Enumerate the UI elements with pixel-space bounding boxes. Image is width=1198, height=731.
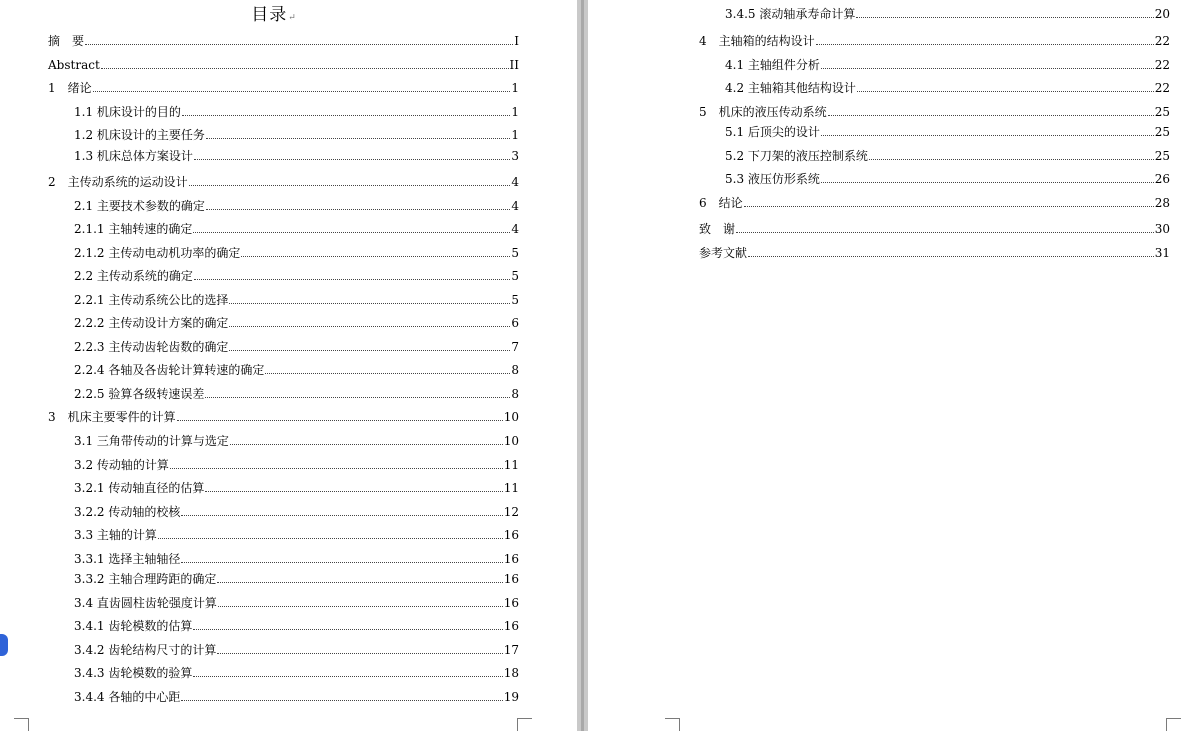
toc-entry-2-2[interactable] (74, 267, 519, 285)
toc-entry-label: 4 主轴箱的结构设计 (699, 34, 815, 48)
dot-leader (181, 514, 502, 516)
toc-entry-label: 3.2.2 传动轴的校核 (74, 505, 181, 519)
toc-entry-page: 8 (511, 363, 519, 377)
toc-entry-abstract-cn[interactable] (48, 32, 519, 50)
dot-leader (193, 628, 502, 630)
toc-entry-label: 2.1 主要技术参数的确定 (74, 199, 205, 213)
toc-entry-label: 2.2.4 各轴及各齿轮计算转速的确定 (74, 363, 265, 377)
page-corner-mark (517, 718, 532, 731)
page-right (588, 0, 1198, 731)
toc-entry-page: 1 (511, 128, 519, 142)
dot-leader (182, 114, 510, 116)
toc-entry-4-1[interactable] (725, 56, 1170, 74)
toc-entry-3-4-3[interactable] (74, 664, 519, 682)
toc-entry-page: 6 (511, 316, 519, 330)
toc-entry-4[interactable] (699, 32, 1170, 50)
toc-entry-label: 3.1 三角带传动的计算与选定 (74, 434, 229, 448)
toc-entry-label: 4.2 主轴箱其他结构设计 (725, 81, 856, 95)
side-panel-tab[interactable] (0, 634, 8, 656)
dot-leader (821, 67, 1154, 69)
toc-entry-label: 2.2 主传动系统的确定 (74, 269, 193, 283)
toc-entry-2-1[interactable] (74, 197, 519, 215)
paragraph-mark-icon: ↵ (288, 13, 297, 23)
toc-entry-3-3-1[interactable] (74, 550, 519, 568)
toc-entry-label: 3.2 传动轴的计算 (74, 458, 169, 472)
dot-leader (158, 537, 503, 539)
dot-leader (189, 184, 511, 186)
toc-entry-label: Abstract (48, 58, 100, 72)
toc-entry-2[interactable] (48, 173, 519, 191)
toc-title: 目录↵ (251, 5, 297, 25)
toc-entry-3[interactable] (48, 408, 519, 426)
toc-entry-label: 5.1 后顶尖的设计 (725, 125, 820, 139)
toc-entry-5[interactable] (699, 103, 1170, 121)
dot-leader (93, 90, 511, 92)
toc-entry-page: 8 (511, 387, 519, 401)
toc-entry-page: 22 (1154, 34, 1170, 48)
toc-entry-page: 5 (511, 293, 519, 307)
toc-entry-3-2[interactable] (74, 456, 519, 474)
toc-entry-page: 3 (511, 149, 519, 163)
toc-entry-label: 3.4.5 滚动轴承寿命计算 (725, 7, 856, 21)
toc-entry-page: 26 (1154, 172, 1170, 186)
toc-entry-acknowledgement[interactable] (699, 220, 1170, 238)
dot-leader (170, 467, 503, 469)
dot-leader (85, 43, 513, 45)
toc-entry-page: 30 (1154, 222, 1170, 236)
toc-entry-6[interactable] (699, 194, 1170, 212)
toc-entry-1[interactable] (48, 79, 519, 97)
toc-entry-page: 16 (503, 572, 519, 586)
toc-entry-3-4[interactable] (74, 594, 519, 612)
toc-entry-page: 19 (503, 690, 519, 704)
toc-entry-2-2-5[interactable] (74, 385, 519, 403)
toc-entry-2-1-2[interactable] (74, 244, 519, 262)
toc-entry-label: 2.2.3 主传动齿轮齿数的确定 (74, 340, 229, 354)
toc-entry-page: 16 (503, 619, 519, 633)
toc-entry-page: 25 (1154, 149, 1170, 163)
dot-leader (821, 181, 1154, 183)
dot-leader (229, 349, 510, 351)
toc-entry-label: 致 谢 (699, 222, 736, 236)
toc-entry-4-2[interactable] (725, 79, 1170, 97)
toc-entry-3-3[interactable] (74, 526, 519, 544)
toc-entry-3-4-5[interactable] (725, 5, 1170, 23)
dot-leader (229, 325, 510, 327)
dot-leader (821, 134, 1154, 136)
toc-entry-1-1[interactable] (74, 103, 519, 121)
dot-leader (194, 278, 510, 280)
toc-entry-abstract-en[interactable] (48, 56, 519, 74)
toc-entry-page: 10 (503, 410, 519, 424)
toc-entry-label: 3.3 主轴的计算 (74, 528, 157, 542)
dot-leader (229, 302, 510, 304)
toc-entry-3-4-2[interactable] (74, 641, 519, 659)
toc-entry-page: 16 (503, 596, 519, 610)
toc-entry-label: 3.4.2 齿轮结构尺寸的计算 (74, 643, 217, 657)
toc-entry-page: 25 (1154, 105, 1170, 119)
toc-entry-label: 参考文献 (699, 246, 748, 260)
toc-entry-page: 12 (503, 505, 519, 519)
dot-leader (217, 652, 502, 654)
dot-leader (217, 581, 502, 583)
page-divider (581, 0, 584, 731)
toc-entry-page: 31 (1154, 246, 1170, 260)
toc-entry-page: 25 (1154, 125, 1170, 139)
toc-entry-page: 16 (503, 528, 519, 542)
toc-entry-page: 22 (1154, 81, 1170, 95)
dot-leader (828, 114, 1154, 116)
toc-entry-label: 1.2 机床设计的主要任务 (74, 128, 205, 142)
toc-entry-label: 3 机床主要零件的计算 (48, 410, 176, 424)
dot-leader (206, 208, 510, 210)
toc-entry-label: 3.4.3 齿轮模数的验算 (74, 666, 193, 680)
toc-entry-page: 18 (503, 666, 519, 680)
toc-entry-page: 17 (503, 643, 519, 657)
toc-entry-page: 28 (1154, 196, 1170, 210)
toc-entry-5-3[interactable] (725, 170, 1170, 188)
toc-entry-3-2-1[interactable] (74, 479, 519, 497)
toc-entry-2-2-3[interactable] (74, 338, 519, 356)
toc-entry-page: 10 (503, 434, 519, 448)
toc-entry-label: 3.3.1 选择主轴轴径 (74, 552, 181, 566)
toc-entry-label: 2.2.1 主传动系统公比的选择 (74, 293, 229, 307)
dot-leader (206, 137, 510, 139)
dot-leader (869, 158, 1154, 160)
dot-leader (218, 605, 503, 607)
toc-entry-label: 1.1 机床设计的目的 (74, 105, 181, 119)
dot-leader (265, 372, 510, 374)
dot-leader (181, 699, 502, 701)
dot-leader (748, 255, 1154, 257)
dot-leader (857, 90, 1154, 92)
toc-entry-label: 5.2 下刀架的液压控制系统 (725, 149, 868, 163)
toc-entry-page: 16 (503, 552, 519, 566)
toc-entry-label: 3.2.1 传动轴直径的估算 (74, 481, 205, 495)
toc-entry-label: 6 结论 (699, 196, 743, 210)
dot-leader (193, 231, 510, 233)
dot-leader (856, 16, 1153, 18)
toc-entry-label: 5 机床的液压传动系统 (699, 105, 827, 119)
dot-leader (101, 67, 509, 69)
toc-entry-label: 1.3 机床总体方案设计 (74, 149, 193, 163)
toc-entry-2-1-1[interactable] (74, 220, 519, 238)
toc-entry-page: 1 (511, 105, 519, 119)
toc-entry-3-3-2[interactable] (74, 570, 519, 588)
toc-entry-page: 4 (511, 199, 519, 213)
toc-entry-references[interactable] (699, 244, 1170, 262)
dot-leader (181, 561, 502, 563)
toc-entry-3-1[interactable] (74, 432, 519, 450)
dot-leader (193, 675, 502, 677)
page-corner-mark (665, 718, 680, 731)
dot-leader (230, 443, 503, 445)
dot-leader (177, 419, 503, 421)
toc-entry-5-2[interactable] (725, 147, 1170, 165)
toc-entry-page: 4 (511, 222, 519, 236)
toc-entry-label: 2.2.5 验算各级转速误差 (74, 387, 205, 401)
toc-entry-1-2[interactable] (74, 126, 519, 144)
dot-leader (205, 396, 510, 398)
toc-entry-page: 20 (1154, 7, 1170, 21)
toc-entry-1-3[interactable] (74, 147, 519, 165)
toc-entry-page: 5 (511, 269, 519, 283)
toc-entry-page: 11 (503, 481, 519, 495)
toc-entry-page: 11 (503, 458, 519, 472)
toc-entry-label: 3.4.4 各轴的中心距 (74, 690, 181, 704)
page-corner-mark (1166, 718, 1181, 731)
toc-entry-label: 5.3 液压仿形系统 (725, 172, 820, 186)
dot-leader (744, 205, 1154, 207)
page-corner-mark (14, 718, 29, 731)
toc-entry-2-2-2[interactable] (74, 314, 519, 332)
toc-entry-2-2-4[interactable] (74, 361, 519, 379)
toc-entry-3-2-2[interactable] (74, 503, 519, 521)
toc-entry-5-1[interactable] (725, 123, 1170, 141)
dot-leader (194, 158, 510, 160)
toc-entry-label: 3.4.1 齿轮模数的估算 (74, 619, 193, 633)
dot-leader (241, 255, 510, 257)
toc-entry-label: 1 绪论 (48, 81, 92, 95)
dot-leader (816, 43, 1154, 45)
toc-entry-page: 22 (1154, 58, 1170, 72)
toc-entry-2-2-1[interactable] (74, 291, 519, 309)
toc-entry-label: 3.4 直齿圆柱齿轮强度计算 (74, 596, 217, 610)
toc-entry-page: I (514, 34, 519, 48)
dot-leader (205, 490, 502, 492)
toc-entry-label: 2.2.2 主传动设计方案的确定 (74, 316, 229, 330)
toc-entry-label: 2.1.2 主传动电动机功率的确定 (74, 246, 241, 260)
page-left (0, 0, 577, 731)
toc-entry-3-4-1[interactable] (74, 617, 519, 635)
toc-entry-page: 7 (511, 340, 519, 354)
toc-entry-page: 4 (511, 175, 519, 189)
toc-entry-label: 2 主传动系统的运动设计 (48, 175, 188, 189)
toc-entry-page: 1 (511, 81, 519, 95)
toc-entry-label: 2.1.1 主轴转速的确定 (74, 222, 193, 236)
toc-entry-label: 3.3.2 主轴合理跨距的确定 (74, 572, 217, 586)
toc-entry-3-4-4[interactable] (74, 688, 519, 706)
toc-entry-page: II (509, 58, 519, 72)
dot-leader (736, 231, 1154, 233)
toc-entry-label: 4.1 主轴组件分析 (725, 58, 820, 72)
toc-entry-label: 摘 要 (48, 34, 85, 48)
toc-entry-page: 5 (511, 246, 519, 260)
